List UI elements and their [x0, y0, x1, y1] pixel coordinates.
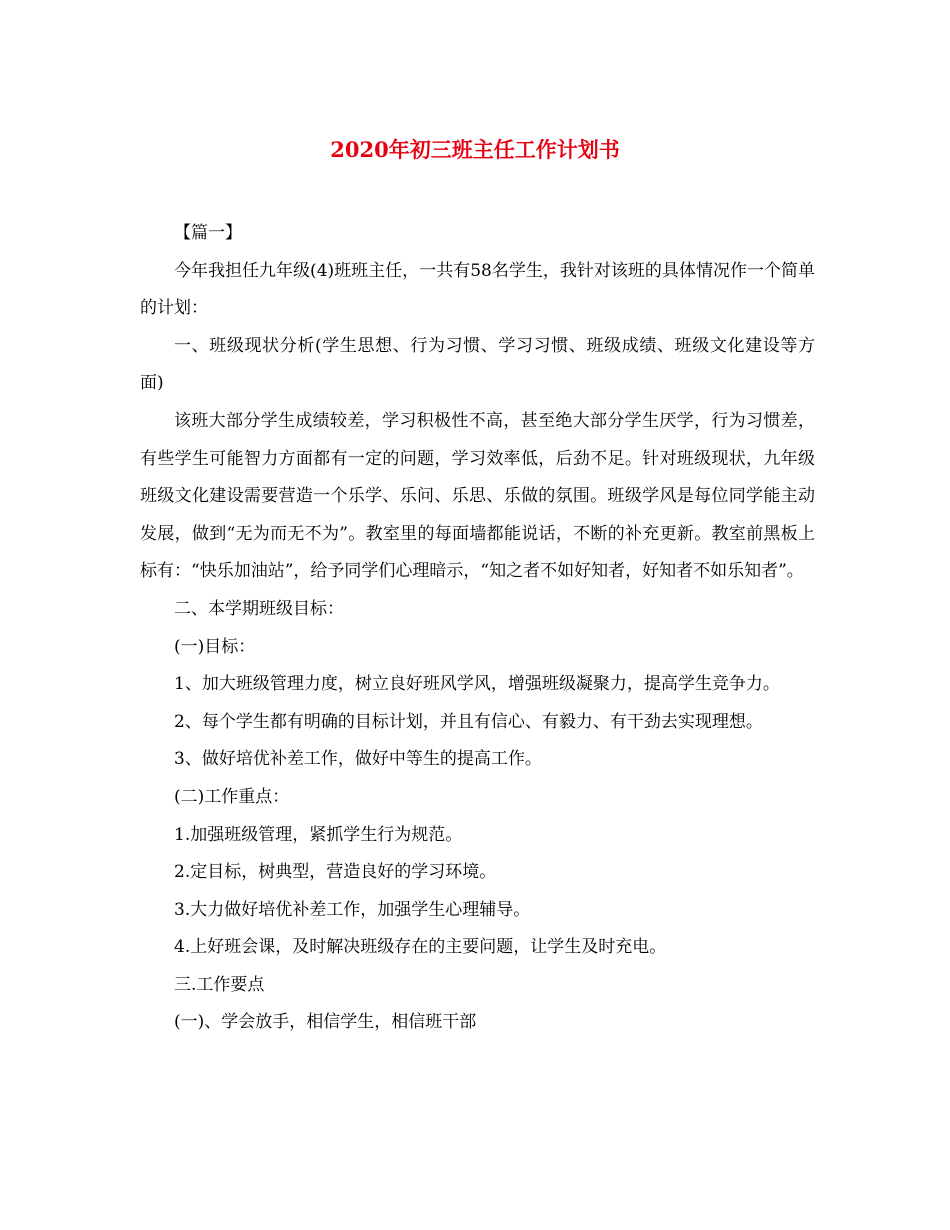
paragraph-goal-3: 3、做好培优补差工作，做好中等生的提高工作。 — [174, 749, 542, 770]
paragraph-subheading-goals: (一)目标： — [174, 636, 256, 657]
paragraph-focus-3: 3.大力做好培优补差工作，加强学生心理辅导。 — [174, 899, 531, 920]
paragraph-heading-points: 三.工作要点 — [174, 974, 265, 995]
paragraph-goal-1: 1、加大班级管理力度，树立良好班风学风，增强班级凝聚力，提高学生竞争力。 — [174, 674, 780, 695]
paragraph-intro: 今年我担任九年级(4)班班主任，一共有58名学生，我针对该班的具体情况作一个简单的计划： — [140, 260, 815, 319]
paragraph-focus-1: 1.加强班级管理，紧抓学生行为规范。 — [174, 824, 463, 845]
paragraph-point-1: (一)、学会放手，相信学生，相信班干部 — [174, 1012, 477, 1033]
document-body — [140, 215, 815, 1042]
paragraph-focus-4: 4.上好班会课，及时解决班级存在的主要问题，让学生及时充电。 — [174, 937, 667, 958]
paragraph-heading-analysis: 一、班级现状分析(学生思想、行为习惯、学习习惯、班级成绩、班级文化建设等方面) — [140, 335, 815, 394]
paragraph-goal-2: 2、每个学生都有明确的目标计划，并且有信心、有毅力、有干劲去实现理想。 — [174, 711, 763, 732]
paragraph-analysis-body: 该班大部分学生成绩较差，学习积极性不高，甚至绝大部分学生厌学，行为习惯差，有些学生可能智力方面都有一定的问题，学习效率低，后劲不足。针对班级现状，九年级班级文化建设需要营造一个乐学、乐问、乐思、乐做的氛围。班级学风是每位同学能主动发展，做到“无为而无不为”。教室里的每面墙都能说话，不断的补充更新。教室前黑板上标有：“快乐加油站”，给予同学们心理暗示，“知之者不如好知者，好知者不如乐知者”。 — [140, 410, 815, 582]
paragraph-focus-2: 2.定目标，树典型，营造良好的学习环境。 — [174, 862, 497, 883]
paragraph-subheading-focus: (二)工作重点： — [174, 786, 290, 807]
document-title: 2020年初三班主任工作计划书 — [330, 137, 620, 162]
paragraph-heading-goals: 二、本学期班级目标： — [174, 598, 344, 619]
paragraph-section-label: 【篇一】 — [174, 223, 242, 243]
